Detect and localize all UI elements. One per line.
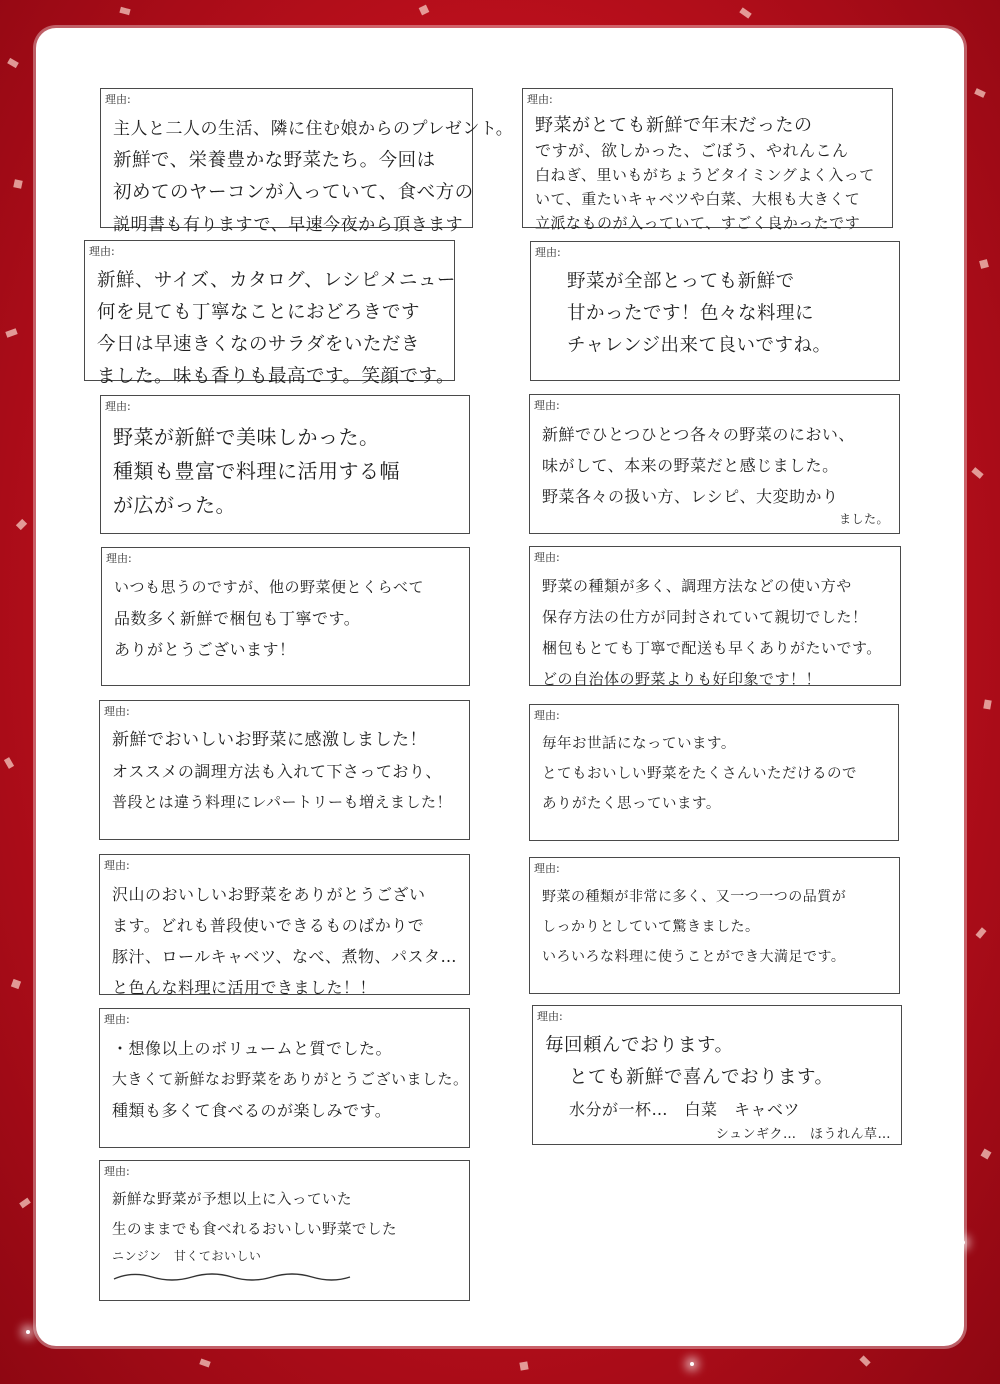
- comment-card: [532, 1005, 902, 1145]
- comment-card: [99, 1160, 470, 1301]
- comment-line: と色んな料理に活用できました！！: [112, 978, 377, 997]
- reason-label: 理由:: [89, 245, 115, 258]
- comment-line: しっかりとしていて驚きました。: [542, 919, 760, 935]
- comment-card: [99, 1008, 470, 1148]
- comment-line: 沢山のおいしいお野菜をありがとうござい: [112, 885, 426, 904]
- comment-line: 毎回頼んでおります。: [545, 1035, 734, 1056]
- comment-card: [99, 854, 470, 995]
- reason-label: 理由:: [535, 246, 561, 259]
- comment-line: 今日は早速きくなのサラダをいただき: [97, 334, 420, 355]
- comment-line: 新鮮で、栄養豊かな野菜たち。今回は: [113, 150, 436, 171]
- comment-line: 新鮮でおいしいお野菜に感激しました！: [112, 730, 427, 750]
- comment-card: [101, 547, 470, 686]
- reason-label: 理由:: [105, 93, 131, 106]
- reason-label: 理由:: [105, 400, 131, 413]
- comment-line: シュンギク… ほうれん草…: [715, 1127, 891, 1142]
- comment-line: ニンジン 甘くておいしい: [112, 1249, 262, 1263]
- comment-card: [100, 395, 470, 534]
- comment-card: [522, 88, 893, 232]
- comment-line: 普段とは違う料理にレパートリーも増えました！: [112, 793, 452, 811]
- comment-line: 野菜の種類が多く、調理方法などの使い方や: [542, 577, 852, 595]
- comment-line: いつも思うのですが、他の野菜便とくらべて: [114, 578, 425, 596]
- comment-line: 主人と二人の生活、隣に住む娘からのプレゼント。: [113, 119, 514, 139]
- comment-line: 種類も多くて食べるのが楽しみです。: [112, 1101, 392, 1120]
- comment-line: ・想像以上のボリュームと質でした。: [112, 1039, 393, 1058]
- comment-line: 毎年お世話になっています。: [542, 736, 736, 752]
- reason-label: 理由:: [104, 1165, 130, 1178]
- comment-line: ありがとうございます！: [114, 640, 296, 659]
- comment-line: 新鮮な野菜が予想以上に入っていた: [112, 1192, 352, 1208]
- reason-label: 理由:: [104, 705, 130, 718]
- comment-line: 味がして、本来の野菜だと感じました。: [542, 456, 839, 475]
- comment-line: 新鮮、サイズ、カタログ、レシピメニュー: [97, 270, 456, 291]
- comment-card: [530, 241, 900, 381]
- comment-line: 生のままでも食べれるおいしい野菜でした: [112, 1222, 397, 1238]
- comment-line: 新鮮でひとつひとつ各々の野菜のにおい、: [542, 425, 855, 444]
- comment-line: 野菜が新鮮で美味しかった。: [113, 425, 380, 449]
- reason-label: 理由:: [534, 709, 560, 722]
- comment-line: 大きくて新鮮なお野菜をありがとうございました。: [112, 1070, 469, 1088]
- comment-line: 野菜が全部とっても新鮮で: [567, 271, 795, 292]
- comment-line: ます。どれも普段使いできるものばかりで: [112, 916, 425, 935]
- reason-label: 理由:: [104, 1013, 130, 1026]
- comment-line: 品数多く新鮮で梱包も丁寧です。: [114, 609, 361, 628]
- comment-line: 説明書も有りますで、早速今夜から頂きます: [113, 215, 464, 235]
- comment-line: いろいろな料理に使うことができ大満足です。: [542, 949, 846, 965]
- comment-card: [529, 857, 900, 994]
- comment-line: 甘かったです！色々な料理に: [567, 303, 815, 324]
- comment-card: [529, 546, 901, 686]
- comment-line: 野菜の種類が非常に多く、又一つ一つの品質が: [542, 889, 847, 905]
- comment-line: いて、重たいキャベツや白菜、大根も大きくて: [535, 190, 861, 208]
- comment-card: [529, 704, 899, 841]
- comment-line: とても新鮮で喜んでおります。: [569, 1067, 834, 1088]
- comment-line: 野菜がとても新鮮で年末だったの: [535, 115, 813, 136]
- comment-line: 立派なものが入っていて、すごく良かったです: [535, 214, 861, 232]
- comment-card: [99, 700, 470, 840]
- comment-line: ありがたく思っています。: [542, 796, 721, 812]
- reason-label: 理由:: [534, 399, 560, 412]
- comment-line: 保存方法の仕方が同封されていて親切でした！: [542, 608, 868, 626]
- comment-card: [529, 394, 900, 534]
- comment-line: 何を見ても丁寧なことにおどろきです: [97, 302, 421, 323]
- comment-line: 豚汁、ロールキャベツ、なべ、煮物、パスタ…: [112, 947, 458, 966]
- comment-line: オススメの調理方法も入れて下さっており、: [112, 762, 442, 781]
- reason-label: 理由:: [537, 1010, 563, 1023]
- comment-line: 白ねぎ、里いもがちょうどタイミングよく入って: [535, 166, 875, 184]
- reason-label: 理由:: [104, 859, 130, 872]
- comment-card: [100, 88, 514, 235]
- comment-line: どの自治体の野菜よりも好印象です！！: [542, 670, 822, 688]
- comment-line: が広がった。: [113, 493, 236, 517]
- comment-line: ました。味も香りも最高です。笑顔です。: [97, 366, 456, 387]
- comment-line: チャレンジ出来て良いですね。: [567, 335, 832, 356]
- comment-line: 梱包もとても丁寧で配送も早くありがたいです。: [542, 639, 882, 657]
- comment-line: ました。: [838, 512, 889, 526]
- reason-label: 理由:: [534, 551, 560, 564]
- comment-card: [84, 240, 456, 387]
- reason-label: 理由:: [106, 552, 132, 565]
- comment-line: ですが、欲しかった、ごぼう、やれんこん: [535, 141, 849, 160]
- comment-line: とてもおいしい野菜をたくさんいただけるので: [542, 766, 857, 782]
- comment-line: 野菜各々の扱い方、レシピ、大変助かり: [542, 487, 839, 506]
- comment-line: 水分が一杯… 白菜 キャベツ: [569, 1100, 801, 1119]
- wavy-underline: [112, 1271, 352, 1283]
- reason-label: 理由:: [534, 862, 560, 875]
- comment-line: 種類も豊富で料理に活用する幅: [113, 459, 400, 483]
- reason-label: 理由:: [527, 93, 553, 106]
- comment-line: 初めてのヤーコンが入っていて、食べ方の: [113, 182, 474, 203]
